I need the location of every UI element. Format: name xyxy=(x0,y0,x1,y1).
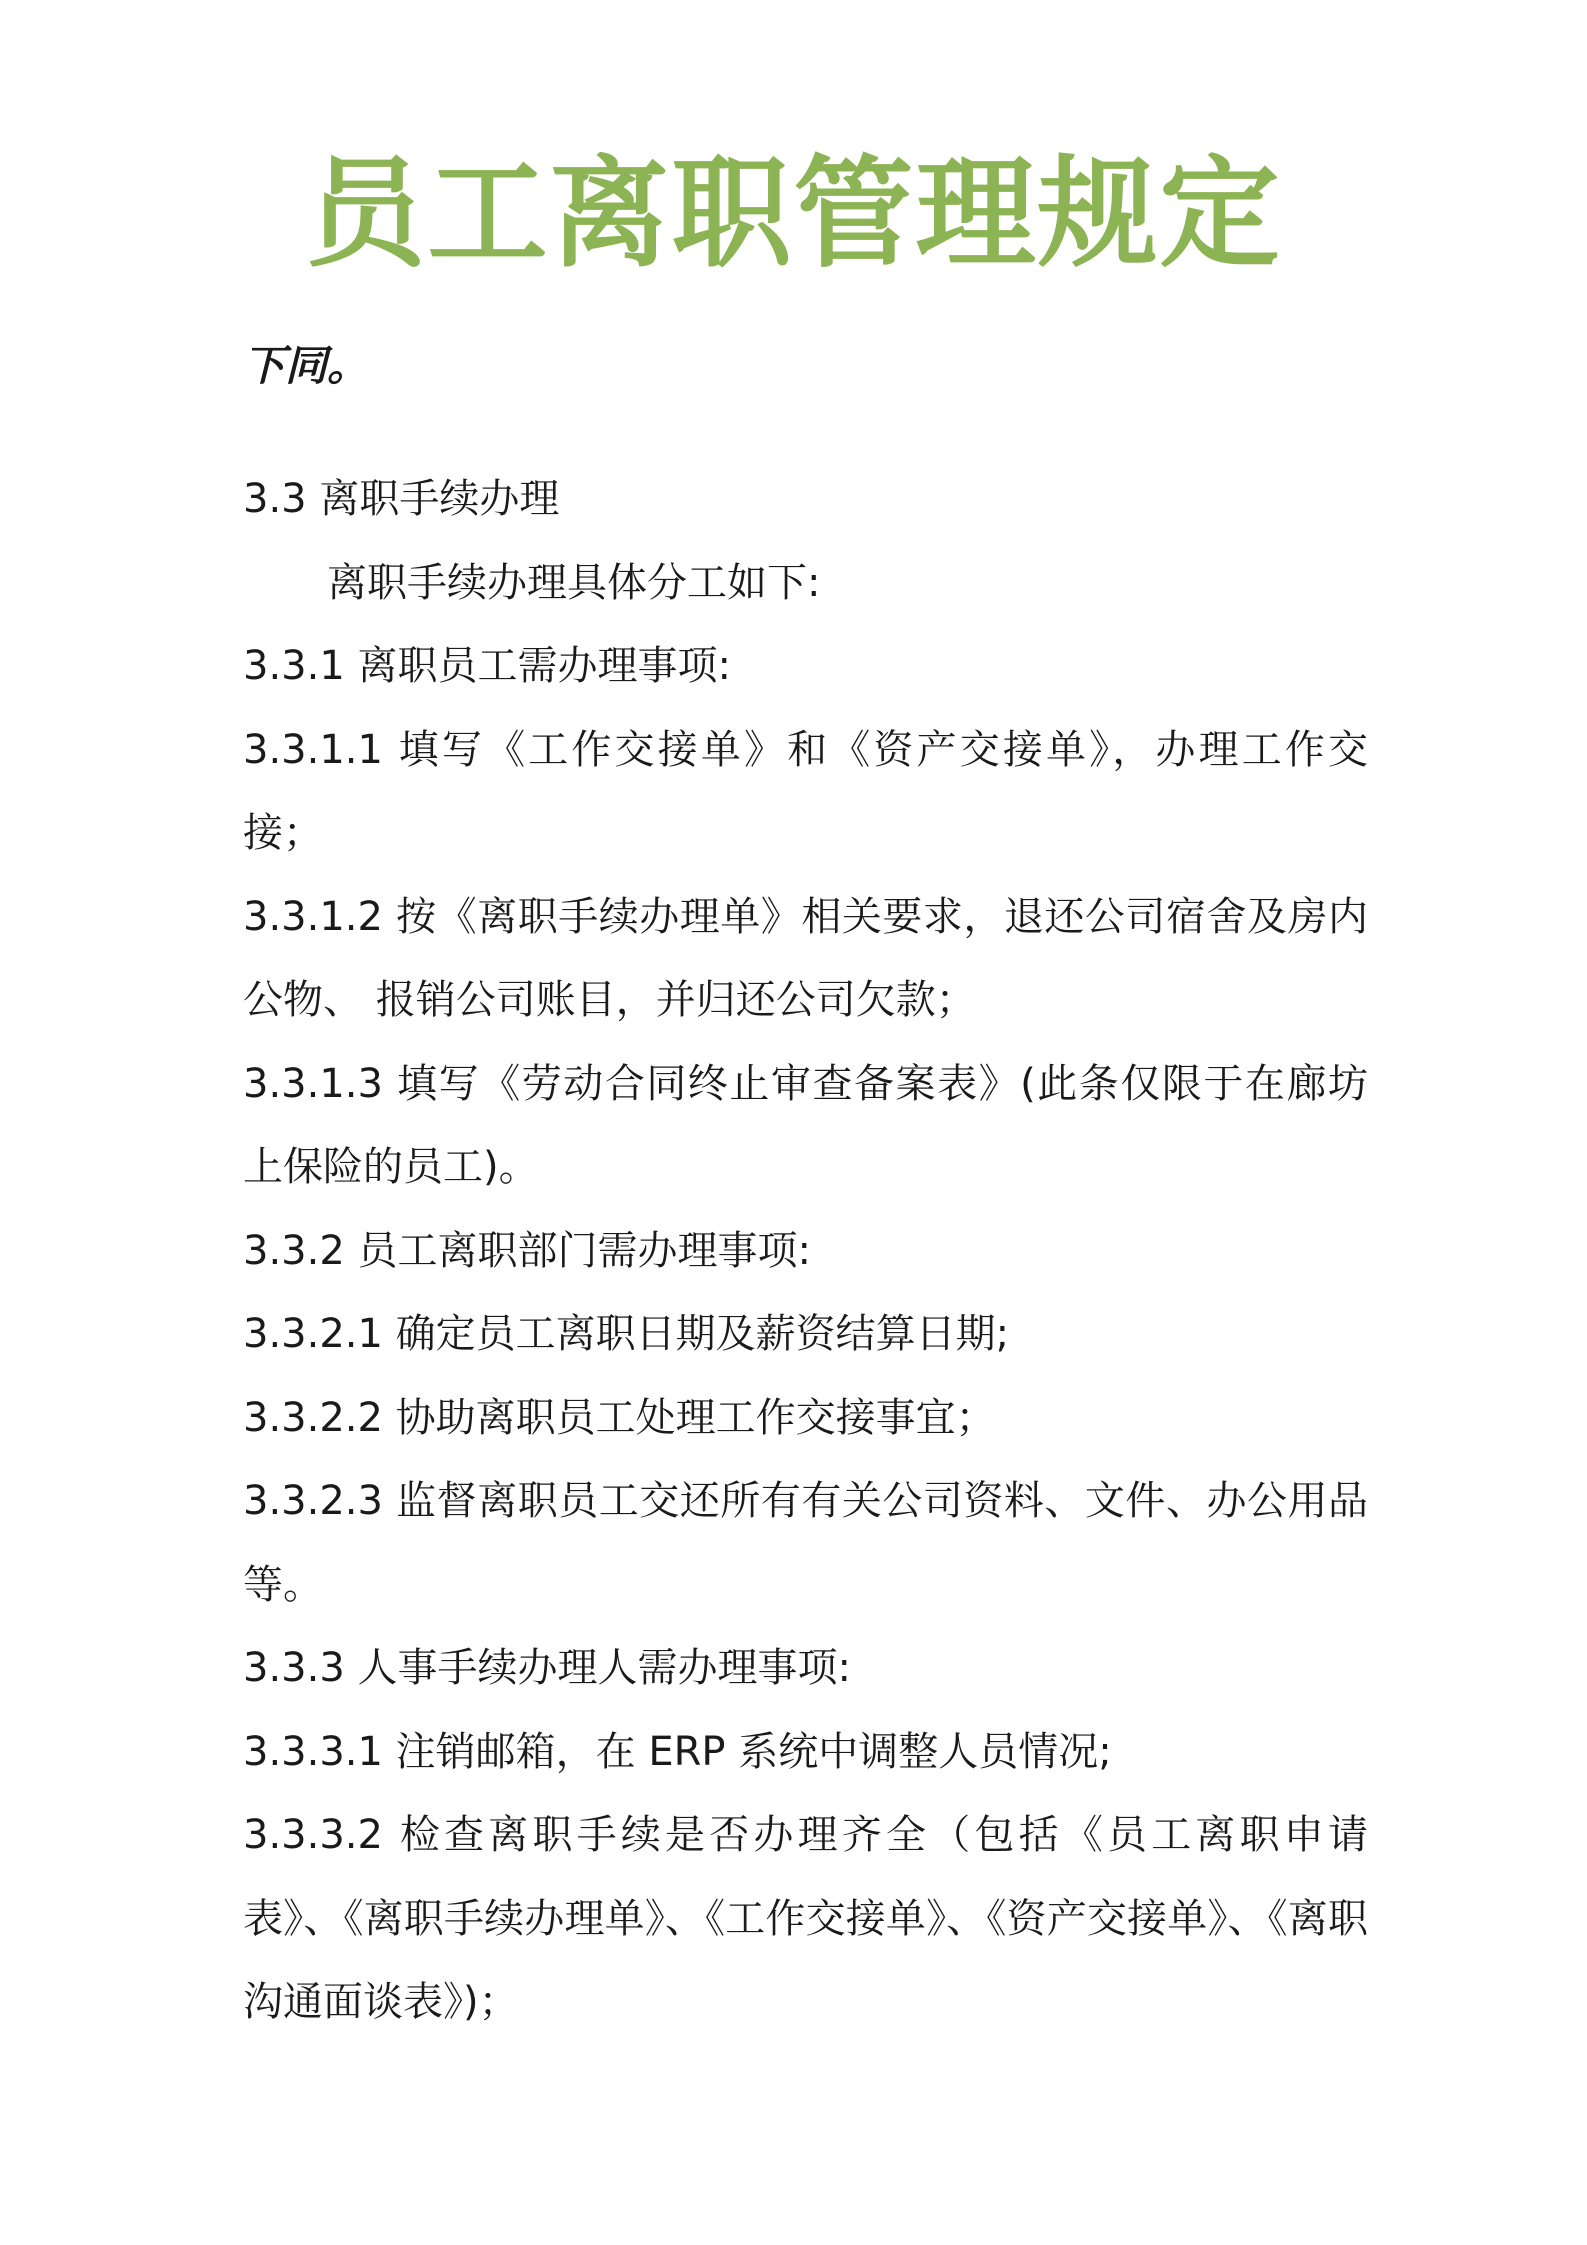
document-body xyxy=(243,458,1368,2045)
document-title: 员工离职管理规定 xyxy=(305,145,1282,284)
paragraph: 3.3.3.2 检查离职手续是否办理齐全（包括《员工离职申请表》、《离职手续办理单》、《工作交接单》、《资产交接单》、《离职沟通面谈表》)； xyxy=(243,1812,1368,2025)
paragraph: 3.3.3 人事手续办理人需办理事项: xyxy=(243,1645,851,1691)
paragraph: 3.3 离职手续办理 xyxy=(243,476,560,522)
continuation-text: 下同。 xyxy=(243,341,370,390)
paragraph: 3.3.2.2 协助离职员工处理工作交接事宜； xyxy=(243,1394,996,1441)
paragraph: 3.3.2.3 监督离职员工交还所有有关公司资料、文件、办公用品等。 xyxy=(243,1478,1368,1608)
paragraph: 3.3.1.1 填写《工作交接单》和《资产交接单》，办理工作交接； xyxy=(243,726,1368,856)
paragraph: 3.3.2 员工离职部门需办理事项: xyxy=(243,1227,811,1274)
paragraph: 离职手续办理具体分工如下: xyxy=(327,559,821,606)
paragraph: 3.3.1 离职员工需办理事项: xyxy=(243,643,731,689)
paragraph: 3.3.2.1 确定员工离职日期及薪资结算日期; xyxy=(243,1311,1010,1357)
paragraph: 3.3.1.2 按《离职手续办理单》相关要求，退还公司宿舍及房内公物、 报销公司账目，并归还公司欠款； xyxy=(243,893,1368,1023)
paragraph: 3.3.1.3 填写《劳动合同终止审查备案表》(此条仅限于在廊坊上保险的员工)。 xyxy=(243,1060,1368,1190)
paragraph: 3.3.3.1 注销邮箱，在 ERP 系统中调整人员情况; xyxy=(243,1728,1112,1775)
